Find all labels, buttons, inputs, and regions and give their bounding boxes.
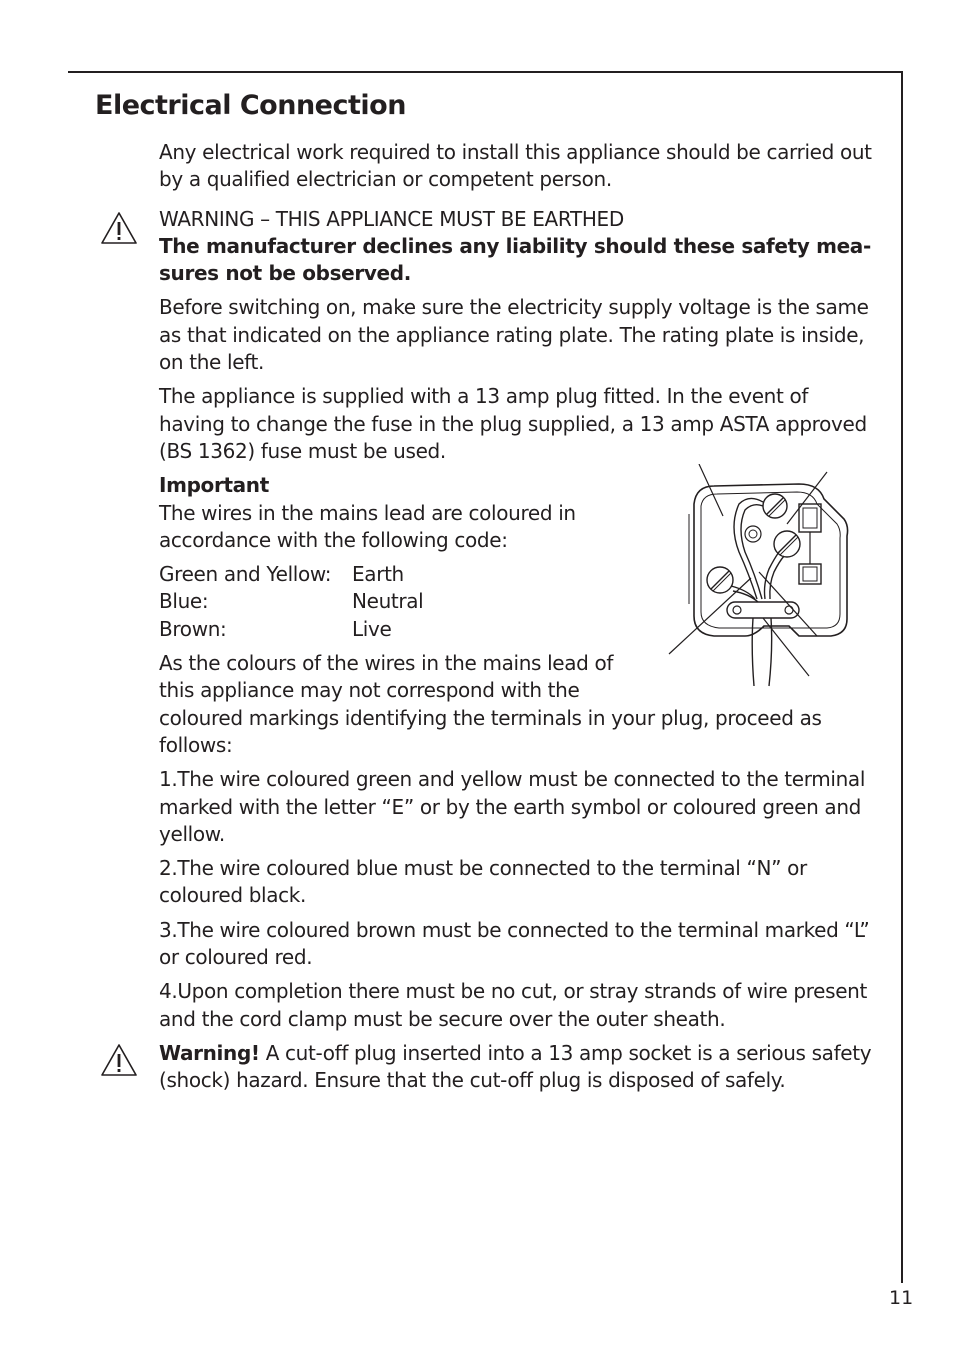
page-title: Electrical Connection — [95, 90, 406, 121]
colours-note-paragraph: As the colours of the wires in the mains lead of this appliance may not correspond with the coloured markings identifying the terminals in your plug, proceed as follows: — [159, 651, 822, 757]
warning-liability-text: The manufacturer declines any liability should these safety measures not be observed. — [159, 233, 872, 286]
page-number: 11 — [889, 1287, 914, 1309]
important-text: The wires in the mains lead are coloured in accordance with the following code: — [159, 500, 576, 552]
wire-colour: Blue: — [159, 589, 209, 614]
wire-colour: Brown: — [159, 616, 227, 641]
fuse-paragraph: The appliance is supplied with a 13 amp plug fitted. In the event of having to change the fuse in the plug supplied, a 13 amp ASTA approved (BS 1362) fuse must be used. — [159, 384, 867, 463]
warning-triangle-icon — [100, 1043, 138, 1077]
side-rule — [901, 71, 903, 1283]
step-4: 4.Upon completion there must be no cut, or stray strands of wire present and the cord clamp must be secure over the outer sheath. — [159, 979, 867, 1031]
step-1: 1.The wire coloured green and yellow must be connected to the terminal marked with the letter “E” or by the earth symbol or coloured green and yellow. — [159, 767, 866, 846]
top-rule — [68, 71, 902, 73]
final-warning-text: A cut-off plug inserted into a 13 amp socket is a serious safety (shock) hazard. Ensure that the cut-off plug is disposed of safely. — [159, 1040, 872, 1093]
wire-colour-code-table — [159, 561, 423, 643]
step-3: 3.The wire coloured brown must be connected to the terminal marked “L” or coloured red. — [159, 917, 870, 970]
important-heading: Important — [159, 473, 269, 498]
step-2: 2.The wire coloured blue must be connected to the terminal “N” or coloured black. — [159, 856, 807, 908]
warning-heading: WARNING – THIS APPLIANCE MUST BE EARTHED — [159, 206, 624, 231]
warning-triangle-icon — [100, 211, 138, 245]
final-warning-paragraph — [159, 1040, 875, 1095]
intro-paragraph: Any electrical work required to install this appliance should be carried out by a qualified electrician or competent person. — [159, 140, 872, 192]
wire-meaning: Neutral — [352, 589, 424, 614]
wire-meaning: Live — [352, 616, 392, 641]
final-warning-label: Warning! — [159, 1040, 260, 1065]
wire-meaning: Earth — [352, 562, 404, 587]
voltage-paragraph: Before switching on, make sure the electricity supply voltage is the same as that indicated on the appliance rating plate. The rating plate is inside, on the left. — [159, 295, 869, 375]
plug-wiring-diagram — [659, 464, 889, 694]
table-row — [159, 561, 423, 588]
table-row — [159, 616, 423, 643]
table-row — [159, 588, 423, 615]
wire-colour: Green and Yellow: — [159, 562, 332, 587]
content-body — [159, 139, 875, 1102]
